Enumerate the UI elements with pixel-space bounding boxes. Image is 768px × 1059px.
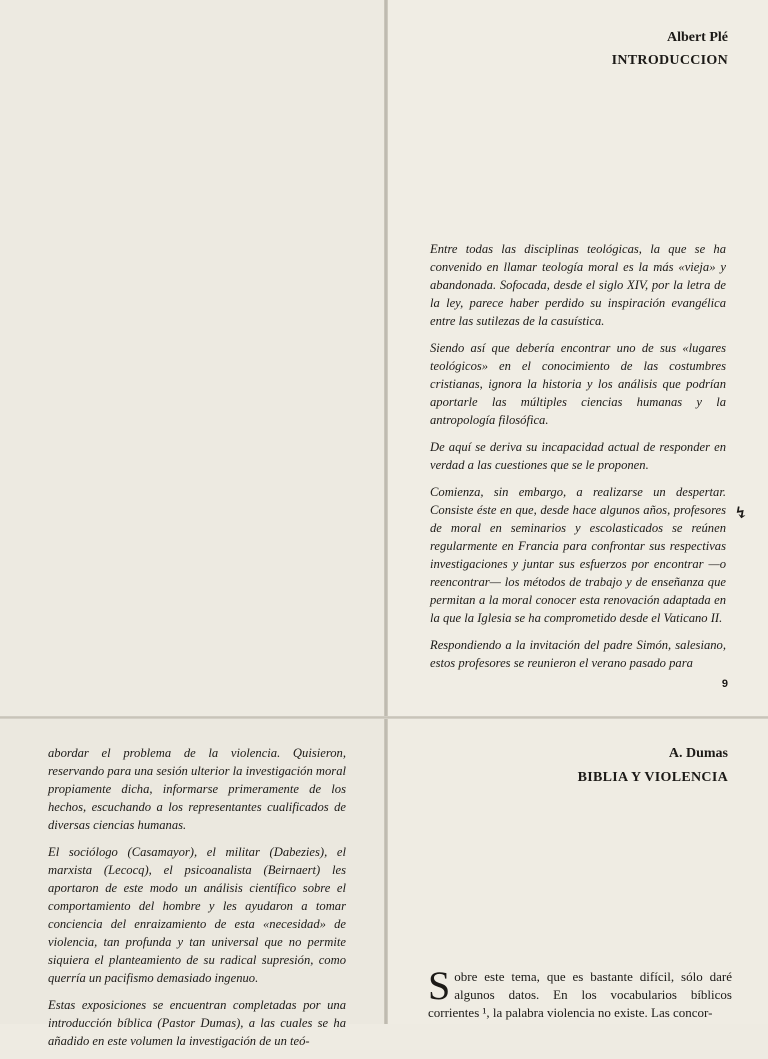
introduction-body: [430, 240, 726, 681]
blank-left-page: [0, 0, 384, 718]
author-name: A. Dumas: [668, 746, 728, 761]
paragraph: Entre todas las disciplinas teológicas, la que se ha convenido en llamar teología moral es la más «vieja» y abandonada. Sofocada, desde el siglo XIV, por la letra de la ley, parece haber perdido su inspiración evangélica entre las sutilezas de la casuística.: [430, 242, 726, 328]
continuation-body: [48, 744, 346, 1059]
handwritten-margin-mark: ↯: [734, 505, 748, 522]
page-title: BIBLIA Y VIOLENCIA: [577, 770, 728, 785]
book-gutter: [384, 0, 388, 1024]
paragraph: Respondiendo a la invitación del padre Simón, salesiano, estos profesores se reunieron el verano pasado para: [430, 638, 726, 670]
paragraph: Estas exposiciones se encuentran completadas por una introducción bíblica (Pastor Dumas), a las cuales se ha añadido en este volumen la investigación de un teó-: [48, 998, 346, 1048]
paragraph: abordar el problema de la violencia. Quisieron, reservando para una sesión ulterior la investigación moral propiamente dicha, informarse primeramente de los hechos, escuchando a los representantes cualificados de diversas ciencias humanas.: [48, 746, 346, 832]
page-title: INTRODUCCION: [611, 53, 728, 68]
drop-cap: S: [428, 963, 451, 1008]
paragraph: De aquí se deriva su incapacidad actual de responder en verdad a las cuestiones que se le proponen.: [430, 440, 726, 472]
paragraph: obre este tema, que es bastante difícil, sólo daré algunos datos. En los vocabularios bíblicos corrientes ¹, la palabra violencia no existe. Las concor-: [428, 969, 732, 1020]
page-number: 9: [721, 678, 728, 690]
author-name: Albert Plé: [666, 30, 728, 45]
left-page-continuation: [0, 718, 384, 1048]
scan-seam: [0, 716, 768, 719]
paragraph: El sociólogo (Casamayor), el militar (Dabezies), el marxista (Lecocq), el psicoanalista (Beirnaert) les aportaron de este modo un análisis científico sobre el comportamiento del hombre y les ayudaron a tomar conciencia del enraizamiento de esta «necesidad» de violencia, tan profunda y tan universal que no permite siquiera el planteamiento de su radical supresión, como querría un pacifismo demasiado ingenuo.: [48, 845, 346, 985]
paragraph: Siendo así que debería encontrar uno de sus «lugares teológicos» en el conocimiento de las costumbres cristianas, ignora la historia y los análisis que podrían aportarle las múltiples ciencias humanas y la antropología filosófica.: [430, 341, 726, 427]
right-page-biblia: [388, 718, 768, 1024]
right-page-introduccion: [388, 0, 768, 718]
paragraph: Comienza, sin embargo, a realizarse un despertar. Consiste éste en que, desde hace algunos años, profesores de moral en seminarios y escolasticados se reúnen regularmente en Francia para confrontar sus respectivas investigaciones y juntar sus esfuerzos por encontrar —o reencontrar— los métodos de trabajo y de enseñanza que permitan a la moral conocer esta renovación adaptada en la que la Iglesia se ha comprometido desde el Vaticano II.: [430, 485, 726, 625]
article-opening: [428, 963, 732, 1022]
